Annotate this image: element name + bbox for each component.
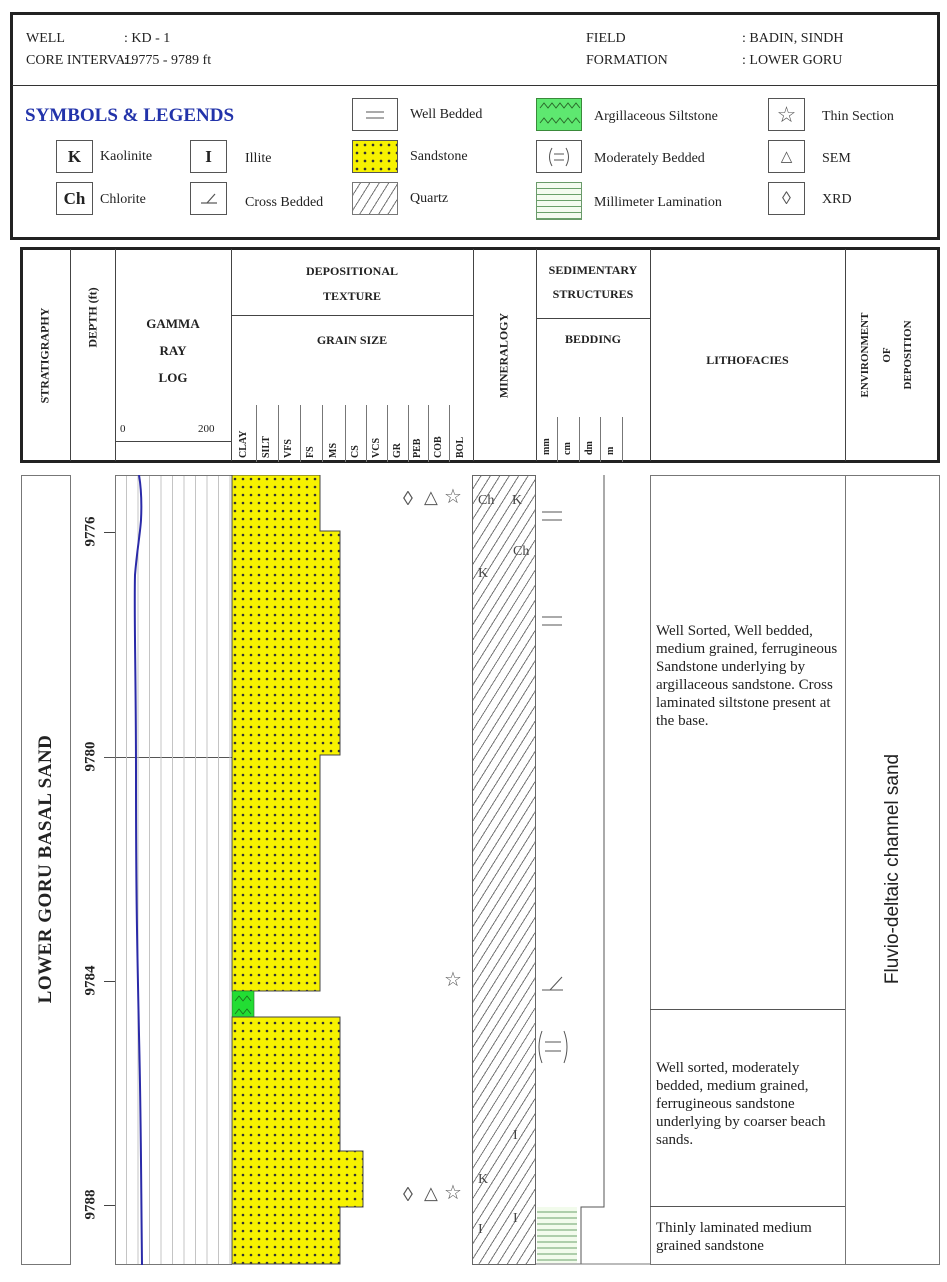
legend-thin-section-symbol bbox=[768, 98, 805, 131]
column-header-environment-1: ENVIRONMENT bbox=[859, 312, 871, 398]
well-label: WELL bbox=[26, 31, 65, 46]
mm-lamination-interval bbox=[537, 1207, 577, 1263]
illite-label: I bbox=[478, 1222, 483, 1237]
thin-section-symbol: ☆ bbox=[444, 486, 462, 508]
legend-well-bedded-symbol bbox=[352, 98, 398, 131]
column-header-stratigraphy: STRATIGRAPHY bbox=[37, 307, 52, 404]
grain-size-class-vfs: VFS bbox=[283, 439, 294, 458]
sem-symbol: △ bbox=[424, 487, 438, 507]
bedding-class-m: m bbox=[605, 446, 616, 455]
kaolinite-label: K bbox=[512, 493, 523, 508]
depth-label: 9788 bbox=[82, 1189, 99, 1220]
column-header-sedimentary-1: SEDIMENTARY bbox=[548, 263, 638, 277]
well-bedded-icon bbox=[363, 108, 387, 122]
bedding-divider bbox=[579, 417, 580, 462]
kaolinite-label: K bbox=[478, 1172, 489, 1187]
thin-section-symbol: ☆ bbox=[444, 1182, 462, 1204]
gamma-ray-curve bbox=[115, 475, 232, 1265]
column-header-lithofacies: LITHOFACIES bbox=[706, 353, 789, 367]
grain-size-divider bbox=[408, 405, 409, 462]
well-bedded-icon bbox=[542, 617, 562, 625]
stratigraphy-unit-label: LOWER GORU BASAL SAND bbox=[35, 734, 56, 1004]
depth-label: 9780 bbox=[82, 741, 99, 772]
grain-size-class-vcs: VCS bbox=[370, 437, 382, 458]
lithofacies-divider bbox=[650, 1206, 846, 1207]
bedding-divider bbox=[600, 417, 601, 462]
legend-cross-bedded-label: Cross Bedded bbox=[245, 195, 324, 210]
legend-xrd-symbol bbox=[768, 182, 805, 215]
legend-mm-lamination-pattern bbox=[536, 182, 582, 220]
xrd-symbol: ◊ bbox=[403, 488, 413, 510]
xrd-symbol: ◊ bbox=[403, 1184, 413, 1206]
legend-well-bedded-label: Well Bedded bbox=[410, 107, 483, 122]
column-header-depositional-2: TEXTURE bbox=[322, 289, 381, 303]
grain-size-class-cob: COB bbox=[432, 436, 444, 458]
diamond-icon: ◊ bbox=[782, 188, 791, 208]
legend-sandstone-label: Sandstone bbox=[410, 149, 468, 164]
legend-quartz-pattern bbox=[352, 182, 398, 215]
depth-label: 9784 bbox=[82, 965, 99, 996]
cross-bedded-icon bbox=[197, 190, 221, 208]
illite-label: I bbox=[513, 1211, 518, 1226]
grain-size-class-bol: BOL bbox=[454, 436, 466, 458]
lithofacies-description: Well Sorted, Well bedded, medium grained, ferrugineous Sandstone underlying by argillaceous sandstone. Cross laminated siltstone present at the base. bbox=[656, 623, 838, 729]
bedding-class-mm: mm bbox=[541, 438, 552, 455]
grain-size-class-clay: CLAY bbox=[238, 430, 249, 458]
well-bedded-icon bbox=[542, 512, 562, 520]
header-divider bbox=[536, 249, 537, 461]
grain-size-track bbox=[231, 475, 473, 1265]
mineralogy-track-quartz bbox=[472, 475, 536, 1265]
grain-size-divider bbox=[428, 405, 429, 462]
legend-illite-label: Illite bbox=[245, 151, 272, 166]
column-header-depth: DEPTH (ft) bbox=[85, 287, 100, 348]
grain-size-divider bbox=[345, 405, 346, 462]
legend-chlorite-symbol: Ch bbox=[56, 182, 93, 215]
header-divider bbox=[536, 318, 650, 319]
illite-label: I bbox=[513, 1128, 518, 1143]
grain-size-divider bbox=[366, 405, 367, 462]
grain-size-class-fs: FS bbox=[305, 446, 316, 458]
star-icon: ☆ bbox=[776, 101, 797, 127]
core-interval-label: CORE INTERVAL bbox=[26, 53, 134, 68]
legend-sem-symbol bbox=[768, 140, 805, 173]
lithofacies-description: Thinly laminated medium grained sandstone bbox=[656, 1220, 812, 1254]
grain-size-class-silt: SILT bbox=[261, 436, 272, 458]
legend-mm-lamination-label: Millimeter Lamination bbox=[594, 195, 722, 210]
legend-moderately-bedded-label: Moderately Bedded bbox=[594, 151, 705, 166]
field-label: FIELD bbox=[586, 31, 626, 46]
legend-quartz-label: Quartz bbox=[410, 191, 449, 206]
legend-thin-section-label: Thin Section bbox=[822, 109, 894, 124]
bedding-track bbox=[536, 475, 650, 1267]
gamma-scale-max: 200 bbox=[198, 423, 215, 435]
lithofacies-description: Well sorted, moderately bedded, medium grained, ferrugineous sandstone underlying by coarser beach sands. bbox=[656, 1060, 826, 1148]
header-divider bbox=[231, 249, 232, 461]
header-divider bbox=[115, 441, 231, 442]
sandstone-interval bbox=[232, 475, 340, 991]
grain-size-class-peb: PEB bbox=[412, 438, 423, 458]
header-divider bbox=[231, 315, 473, 316]
bedding-divider bbox=[622, 417, 623, 462]
legend-kaolinite-symbol: K bbox=[56, 140, 93, 173]
depth-label: 9776 bbox=[82, 516, 99, 547]
formation-value: : LOWER GORU bbox=[742, 53, 843, 68]
sandstone-interval bbox=[232, 1017, 363, 1264]
core-interval-value: : 9775 - 9789 ft bbox=[124, 53, 212, 68]
thin-section-symbol: ☆ bbox=[444, 969, 462, 991]
triangle-icon: △ bbox=[780, 149, 793, 165]
grain-size-divider bbox=[449, 405, 450, 462]
legend-xrd-label: XRD bbox=[822, 192, 852, 207]
bedding-divider bbox=[557, 417, 558, 462]
column-header-gamma-1: GAMMA bbox=[146, 316, 200, 331]
legend-cross-bedded-symbol bbox=[190, 182, 227, 215]
well-value: : KD - 1 bbox=[124, 31, 171, 46]
legend-moderately-bedded-symbol bbox=[536, 140, 582, 173]
info-divider bbox=[12, 85, 938, 86]
grain-size-divider bbox=[256, 405, 257, 462]
column-header-depositional-1: DEPOSITIONAL bbox=[305, 264, 399, 278]
cross-bedded-icon bbox=[542, 977, 563, 990]
legend-kaolinite-label: Kaolinite bbox=[100, 149, 153, 164]
chlorite-label: Ch bbox=[478, 493, 495, 508]
legend-chlorite-label: Chlorite bbox=[100, 192, 146, 207]
column-header-mineralogy: MINERALOGY bbox=[496, 312, 511, 399]
grain-size-divider bbox=[300, 405, 301, 462]
sem-symbol: △ bbox=[424, 1183, 438, 1203]
legend-title: SYMBOLS & LEGENDS bbox=[25, 105, 235, 126]
column-header-gamma-2: RAY bbox=[159, 343, 187, 358]
legend-argillaceous-siltstone-pattern bbox=[536, 98, 582, 131]
grain-size-divider bbox=[278, 405, 279, 462]
grain-size-class-cs: CS bbox=[349, 445, 361, 458]
legend-sem-label: SEM bbox=[822, 151, 851, 166]
legend-illite-symbol: I bbox=[190, 140, 227, 173]
field-value: : BADIN, SINDH bbox=[742, 31, 844, 46]
moderately-bedded-icon bbox=[539, 1031, 567, 1063]
grain-size-divider bbox=[387, 405, 388, 462]
grain-size-class-gr: GR bbox=[391, 443, 403, 458]
bedding-class-dm: dm bbox=[584, 441, 595, 455]
chlorite-label: Ch bbox=[513, 544, 530, 559]
legend-sandstone-pattern bbox=[352, 140, 398, 173]
header-divider bbox=[845, 249, 846, 461]
column-header-environment-2: OF bbox=[881, 347, 893, 363]
bedding-class-cm: cm bbox=[562, 442, 573, 455]
kaolinite-label: K bbox=[478, 566, 489, 581]
formation-label: FORMATION bbox=[586, 53, 668, 68]
legend-argillaceous-siltstone-label: Argillaceous Siltstone bbox=[594, 109, 718, 124]
grain-size-class-ms: MS bbox=[327, 443, 339, 458]
header-divider bbox=[473, 249, 474, 461]
column-header-environment-3: DEPOSITION bbox=[902, 320, 914, 390]
header-divider bbox=[70, 249, 71, 461]
lithofacies-divider bbox=[650, 1009, 846, 1010]
column-header-grain-size: GRAIN SIZE bbox=[316, 333, 388, 347]
column-header-gamma-3: LOG bbox=[158, 370, 188, 385]
grain-size-divider bbox=[322, 405, 323, 462]
gamma-scale-min: 0 bbox=[120, 423, 126, 435]
column-header-bedding: BEDDING bbox=[564, 332, 621, 346]
moderately-bedded-icon bbox=[544, 145, 574, 169]
environment-label: Fluvio-deltaic channel sand bbox=[882, 753, 903, 985]
column-header-sedimentary-2: STRUCTURES bbox=[552, 287, 634, 301]
